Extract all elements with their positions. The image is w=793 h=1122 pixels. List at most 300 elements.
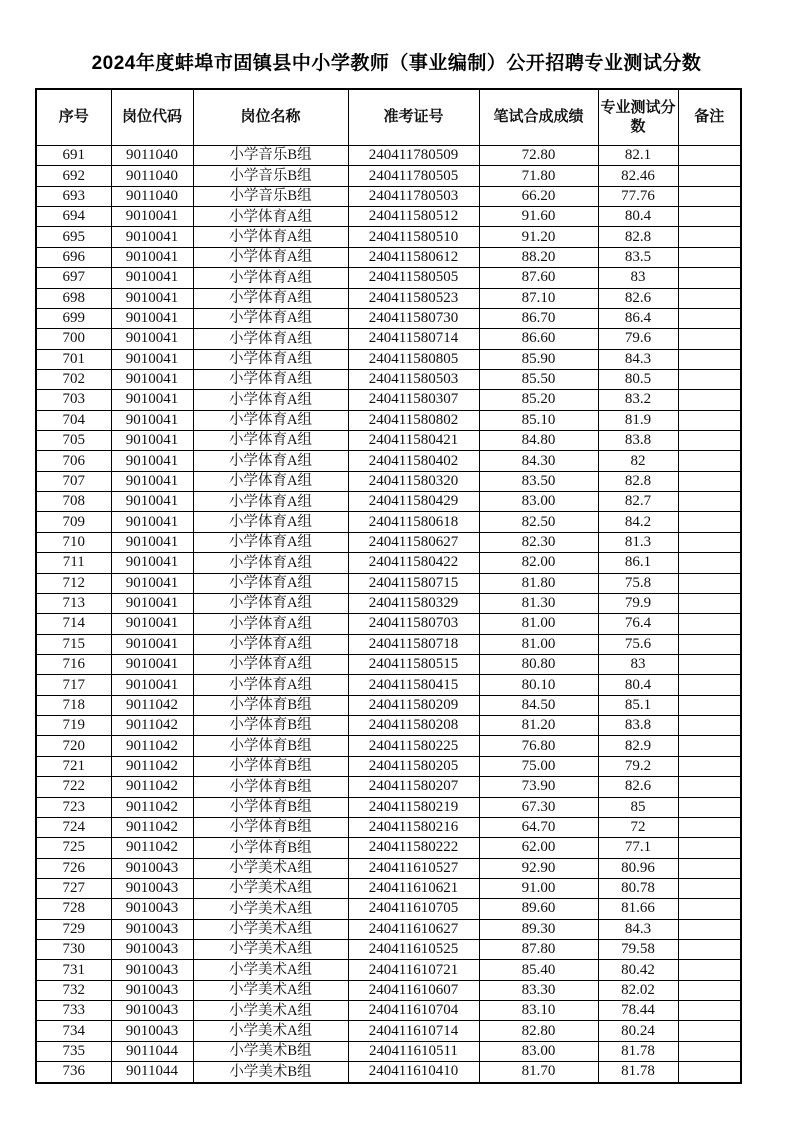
cell-test-score: 79.9 <box>598 593 678 613</box>
cell-ticket-no: 240411580320 <box>348 471 479 491</box>
cell-test-score: 79.6 <box>598 329 678 349</box>
cell-seq: 724 <box>36 817 111 837</box>
cell-test-score: 82.8 <box>598 227 678 247</box>
cell-seq: 706 <box>36 451 111 471</box>
cell-test-score: 82.9 <box>598 736 678 756</box>
cell-ticket-no: 240411610410 <box>348 1062 479 1083</box>
cell-job-code: 9010043 <box>111 878 193 898</box>
cell-remark <box>678 634 741 654</box>
cell-seq: 708 <box>36 492 111 512</box>
cell-job-name: 小学美术A组 <box>193 940 348 960</box>
cell-job-name: 小学体育B组 <box>193 797 348 817</box>
cell-job-code: 9010043 <box>111 960 193 980</box>
cell-job-name: 小学体育A组 <box>193 410 348 430</box>
cell-seq: 715 <box>36 634 111 654</box>
cell-seq: 694 <box>36 207 111 227</box>
cell-remark <box>678 410 741 430</box>
table-row <box>36 268 741 288</box>
table-row <box>36 716 741 736</box>
cell-job-name: 小学美术A组 <box>193 858 348 878</box>
cell-seq: 736 <box>36 1062 111 1083</box>
cell-test-score: 86.1 <box>598 553 678 573</box>
cell-remark <box>678 940 741 960</box>
table-row <box>36 858 741 878</box>
cell-ticket-no: 240411580714 <box>348 329 479 349</box>
cell-written-score: 82.80 <box>479 1021 598 1041</box>
cell-job-name: 小学体育A组 <box>193 532 348 552</box>
cell-job-code: 9011042 <box>111 797 193 817</box>
cell-written-score: 82.30 <box>479 532 598 552</box>
cell-written-score: 92.90 <box>479 858 598 878</box>
cell-job-code: 9011040 <box>111 186 193 206</box>
table-row <box>36 1021 741 1041</box>
cell-seq: 718 <box>36 695 111 715</box>
cell-test-score: 83.5 <box>598 247 678 267</box>
cell-job-code: 9010041 <box>111 268 193 288</box>
cell-test-score: 81.66 <box>598 899 678 919</box>
cell-remark <box>678 980 741 1000</box>
cell-seq: 697 <box>36 268 111 288</box>
cell-written-score: 84.80 <box>479 431 598 451</box>
table-row <box>36 349 741 369</box>
table-row <box>36 146 741 166</box>
cell-remark <box>678 329 741 349</box>
cell-remark <box>678 349 741 369</box>
cell-job-name: 小学美术B组 <box>193 1041 348 1061</box>
cell-job-code: 9011042 <box>111 838 193 858</box>
cell-job-name: 小学体育A组 <box>193 573 348 593</box>
cell-remark <box>678 492 741 512</box>
cell-seq: 692 <box>36 166 111 186</box>
cell-test-score: 72 <box>598 817 678 837</box>
cell-job-code: 9010043 <box>111 1021 193 1041</box>
cell-written-score: 91.00 <box>479 878 598 898</box>
cell-job-name: 小学体育A组 <box>193 369 348 389</box>
cell-job-code: 9010041 <box>111 553 193 573</box>
cell-ticket-no: 240411780505 <box>348 166 479 186</box>
table-row <box>36 166 741 186</box>
cell-job-name: 小学体育A组 <box>193 451 348 471</box>
cell-ticket-no: 240411580512 <box>348 207 479 227</box>
cell-remark <box>678 227 741 247</box>
cell-ticket-no: 240411610621 <box>348 878 479 898</box>
cell-written-score: 81.00 <box>479 614 598 634</box>
cell-test-score: 79.58 <box>598 940 678 960</box>
cell-written-score: 76.80 <box>479 736 598 756</box>
cell-written-score: 66.20 <box>479 186 598 206</box>
cell-seq: 696 <box>36 247 111 267</box>
cell-job-name: 小学体育B组 <box>193 777 348 797</box>
cell-written-score: 82.00 <box>479 553 598 573</box>
table-row <box>36 838 741 858</box>
cell-written-score: 84.30 <box>479 451 598 471</box>
cell-test-score: 84.3 <box>598 349 678 369</box>
table-row <box>36 756 741 776</box>
cell-job-code: 9010041 <box>111 471 193 491</box>
cell-job-code: 9010041 <box>111 451 193 471</box>
cell-job-name: 小学体育B组 <box>193 736 348 756</box>
table-header <box>36 89 741 146</box>
cell-ticket-no: 240411580222 <box>348 838 479 858</box>
table-row <box>36 532 741 552</box>
cell-job-name: 小学体育A组 <box>193 207 348 227</box>
column-header-ticket-no: 准考证号 <box>348 89 479 146</box>
cell-written-score: 88.20 <box>479 247 598 267</box>
cell-test-score: 80.4 <box>598 207 678 227</box>
cell-ticket-no: 240411610705 <box>348 899 479 919</box>
cell-job-code: 9010041 <box>111 207 193 227</box>
column-header-test-score: 专业测试分数 <box>598 89 678 146</box>
cell-written-score: 87.10 <box>479 288 598 308</box>
cell-remark <box>678 268 741 288</box>
cell-seq: 703 <box>36 390 111 410</box>
column-header-job-code: 岗位代码 <box>111 89 193 146</box>
cell-written-score: 83.00 <box>479 1041 598 1061</box>
cell-seq: 695 <box>36 227 111 247</box>
cell-job-name: 小学体育A组 <box>193 471 348 491</box>
cell-test-score: 84.3 <box>598 919 678 939</box>
cell-remark <box>678 1062 741 1083</box>
cell-job-code: 9010041 <box>111 431 193 451</box>
cell-remark <box>678 1021 741 1041</box>
cell-job-code: 9010043 <box>111 940 193 960</box>
cell-remark <box>678 471 741 491</box>
cell-ticket-no: 240411580627 <box>348 532 479 552</box>
cell-ticket-no: 240411580402 <box>348 451 479 471</box>
cell-written-score: 85.10 <box>479 410 598 430</box>
column-header-seq: 序号 <box>36 89 111 146</box>
cell-ticket-no: 240411580307 <box>348 390 479 410</box>
cell-seq: 733 <box>36 1001 111 1021</box>
cell-remark <box>678 593 741 613</box>
cell-test-score: 80.42 <box>598 960 678 980</box>
cell-remark <box>678 532 741 552</box>
cell-remark <box>678 736 741 756</box>
column-header-job-name: 岗位名称 <box>193 89 348 146</box>
cell-job-code: 9011042 <box>111 695 193 715</box>
cell-job-name: 小学体育A组 <box>193 634 348 654</box>
table-row <box>36 288 741 308</box>
cell-seq: 700 <box>36 329 111 349</box>
cell-test-score: 80.24 <box>598 1021 678 1041</box>
cell-job-code: 9011044 <box>111 1041 193 1061</box>
cell-written-score: 83.30 <box>479 980 598 1000</box>
table-row <box>36 634 741 654</box>
cell-remark <box>678 919 741 939</box>
cell-written-score: 85.40 <box>479 960 598 980</box>
cell-job-code: 9011040 <box>111 146 193 166</box>
cell-job-code: 9011040 <box>111 166 193 186</box>
cell-test-score: 82.7 <box>598 492 678 512</box>
cell-written-score: 87.80 <box>479 940 598 960</box>
cell-seq: 698 <box>36 288 111 308</box>
cell-written-score: 81.70 <box>479 1062 598 1083</box>
cell-ticket-no: 240411580219 <box>348 797 479 817</box>
cell-test-score: 81.78 <box>598 1062 678 1083</box>
cell-ticket-no: 240411580415 <box>348 675 479 695</box>
cell-job-name: 小学体育B组 <box>193 838 348 858</box>
cell-ticket-no: 240411580703 <box>348 614 479 634</box>
cell-test-score: 75.6 <box>598 634 678 654</box>
cell-remark <box>678 308 741 328</box>
cell-ticket-no: 240411610511 <box>348 1041 479 1061</box>
cell-job-name: 小学音乐B组 <box>193 186 348 206</box>
cell-remark <box>678 695 741 715</box>
cell-remark <box>678 146 741 166</box>
cell-seq: 717 <box>36 675 111 695</box>
cell-seq: 730 <box>36 940 111 960</box>
cell-test-score: 81.3 <box>598 532 678 552</box>
cell-job-name: 小学体育A组 <box>193 675 348 695</box>
cell-ticket-no: 240411580429 <box>348 492 479 512</box>
table-row <box>36 329 741 349</box>
cell-job-name: 小学体育A组 <box>193 329 348 349</box>
cell-seq: 731 <box>36 960 111 980</box>
cell-seq: 723 <box>36 797 111 817</box>
cell-job-code: 9011042 <box>111 716 193 736</box>
cell-ticket-no: 240411780509 <box>348 146 479 166</box>
cell-remark <box>678 716 741 736</box>
cell-remark <box>678 512 741 532</box>
cell-seq: 709 <box>36 512 111 532</box>
cell-job-name: 小学音乐B组 <box>193 146 348 166</box>
cell-written-score: 85.50 <box>479 369 598 389</box>
cell-seq: 702 <box>36 369 111 389</box>
cell-job-code: 9010041 <box>111 593 193 613</box>
cell-test-score: 77.76 <box>598 186 678 206</box>
cell-seq: 714 <box>36 614 111 634</box>
cell-job-name: 小学体育B组 <box>193 756 348 776</box>
cell-test-score: 80.78 <box>598 878 678 898</box>
cell-test-score: 82.6 <box>598 777 678 797</box>
cell-ticket-no: 240411610527 <box>348 858 479 878</box>
table-row <box>36 695 741 715</box>
cell-seq: 735 <box>36 1041 111 1061</box>
cell-job-code: 9010041 <box>111 492 193 512</box>
cell-ticket-no: 240411580421 <box>348 431 479 451</box>
cell-ticket-no: 240411580503 <box>348 369 479 389</box>
cell-seq: 725 <box>36 838 111 858</box>
cell-job-code: 9010041 <box>111 369 193 389</box>
cell-written-score: 71.80 <box>479 166 598 186</box>
table-row <box>36 207 741 227</box>
cell-test-score: 80.4 <box>598 675 678 695</box>
cell-seq: 721 <box>36 756 111 776</box>
cell-remark <box>678 573 741 593</box>
cell-ticket-no: 240411580802 <box>348 410 479 430</box>
cell-remark <box>678 288 741 308</box>
cell-written-score: 84.50 <box>479 695 598 715</box>
cell-job-name: 小学体育A组 <box>193 247 348 267</box>
cell-written-score: 86.70 <box>479 308 598 328</box>
cell-ticket-no: 240411610607 <box>348 980 479 1000</box>
cell-seq: 720 <box>36 736 111 756</box>
cell-job-code: 9010041 <box>111 654 193 674</box>
cell-written-score: 81.20 <box>479 716 598 736</box>
table-row <box>36 573 741 593</box>
cell-job-name: 小学体育A组 <box>193 553 348 573</box>
table-row <box>36 899 741 919</box>
table-row <box>36 654 741 674</box>
cell-job-name: 小学体育B组 <box>193 716 348 736</box>
cell-test-score: 84.2 <box>598 512 678 532</box>
cell-seq: 716 <box>36 654 111 674</box>
column-header-remark: 备注 <box>678 89 741 146</box>
cell-ticket-no: 240411580209 <box>348 695 479 715</box>
cell-ticket-no: 240411580422 <box>348 553 479 573</box>
cell-test-score: 77.1 <box>598 838 678 858</box>
cell-job-code: 9010041 <box>111 390 193 410</box>
cell-job-name: 小学体育A组 <box>193 227 348 247</box>
table-row <box>36 1062 741 1083</box>
table-row <box>36 960 741 980</box>
cell-job-code: 9010041 <box>111 634 193 654</box>
cell-written-score: 75.00 <box>479 756 598 776</box>
cell-written-score: 91.60 <box>479 207 598 227</box>
cell-job-code: 9010041 <box>111 329 193 349</box>
cell-remark <box>678 166 741 186</box>
cell-test-score: 80.5 <box>598 369 678 389</box>
cell-written-score: 81.80 <box>479 573 598 593</box>
table-header-row <box>36 89 741 146</box>
cell-job-code: 9011042 <box>111 736 193 756</box>
table-row <box>36 1001 741 1021</box>
cell-ticket-no: 240411610704 <box>348 1001 479 1021</box>
cell-job-name: 小学美术B组 <box>193 1062 348 1083</box>
table-row <box>36 471 741 491</box>
table-row <box>36 593 741 613</box>
column-header-written-score: 笔试合成成绩 <box>479 89 598 146</box>
cell-job-code: 9010043 <box>111 899 193 919</box>
cell-job-code: 9011042 <box>111 777 193 797</box>
cell-job-name: 小学音乐B组 <box>193 166 348 186</box>
cell-job-code: 9011044 <box>111 1062 193 1083</box>
cell-job-code: 9010041 <box>111 614 193 634</box>
table-row <box>36 512 741 532</box>
cell-remark <box>678 207 741 227</box>
cell-ticket-no: 240411580329 <box>348 593 479 613</box>
cell-seq: 728 <box>36 899 111 919</box>
table-row <box>36 308 741 328</box>
cell-test-score: 80.96 <box>598 858 678 878</box>
cell-seq: 727 <box>36 878 111 898</box>
cell-job-code: 9010041 <box>111 410 193 430</box>
cell-job-code: 9010041 <box>111 227 193 247</box>
cell-written-score: 72.80 <box>479 146 598 166</box>
cell-written-score: 87.60 <box>479 268 598 288</box>
cell-written-score: 85.20 <box>479 390 598 410</box>
cell-ticket-no: 240411610627 <box>348 919 479 939</box>
cell-ticket-no: 240411580715 <box>348 573 479 593</box>
cell-remark <box>678 756 741 776</box>
cell-remark <box>678 614 741 634</box>
cell-job-code: 9010043 <box>111 980 193 1000</box>
cell-written-score: 89.60 <box>479 899 598 919</box>
cell-job-code: 9010041 <box>111 288 193 308</box>
table-row <box>36 1041 741 1061</box>
cell-test-score: 85.1 <box>598 695 678 715</box>
cell-ticket-no: 240411610721 <box>348 960 479 980</box>
cell-written-score: 80.10 <box>479 675 598 695</box>
cell-ticket-no: 240411580205 <box>348 756 479 776</box>
cell-ticket-no: 240411610714 <box>348 1021 479 1041</box>
cell-job-code: 9010041 <box>111 532 193 552</box>
cell-written-score: 86.60 <box>479 329 598 349</box>
cell-remark <box>678 777 741 797</box>
table-row <box>36 940 741 960</box>
table-row <box>36 878 741 898</box>
cell-ticket-no: 240411580515 <box>348 654 479 674</box>
cell-job-name: 小学美术A组 <box>193 960 348 980</box>
cell-ticket-no: 240411580505 <box>348 268 479 288</box>
cell-job-name: 小学美术A组 <box>193 980 348 1000</box>
cell-remark <box>678 675 741 695</box>
cell-remark <box>678 797 741 817</box>
cell-remark <box>678 654 741 674</box>
cell-job-code: 9010043 <box>111 858 193 878</box>
cell-test-score: 83.2 <box>598 390 678 410</box>
cell-job-name: 小学体育A组 <box>193 431 348 451</box>
cell-written-score: 80.80 <box>479 654 598 674</box>
cell-written-score: 64.70 <box>479 817 598 837</box>
cell-job-code: 9011042 <box>111 817 193 837</box>
cell-seq: 722 <box>36 777 111 797</box>
cell-test-score: 83.8 <box>598 431 678 451</box>
cell-ticket-no: 240411580618 <box>348 512 479 532</box>
cell-remark <box>678 553 741 573</box>
cell-test-score: 83 <box>598 268 678 288</box>
table-row <box>36 369 741 389</box>
cell-test-score: 82.1 <box>598 146 678 166</box>
cell-test-score: 81.9 <box>598 410 678 430</box>
cell-test-score: 75.8 <box>598 573 678 593</box>
cell-job-name: 小学体育A组 <box>193 492 348 512</box>
cell-job-name: 小学体育A组 <box>193 614 348 634</box>
cell-remark <box>678 369 741 389</box>
cell-written-score: 81.30 <box>479 593 598 613</box>
table-row <box>36 980 741 1000</box>
cell-written-score: 91.20 <box>479 227 598 247</box>
table-row <box>36 390 741 410</box>
cell-job-code: 9010043 <box>111 919 193 939</box>
cell-seq: 691 <box>36 146 111 166</box>
cell-job-name: 小学体育A组 <box>193 593 348 613</box>
cell-job-name: 小学体育B组 <box>193 817 348 837</box>
cell-remark <box>678 858 741 878</box>
cell-ticket-no: 240411580225 <box>348 736 479 756</box>
table-row <box>36 736 741 756</box>
cell-remark <box>678 960 741 980</box>
cell-remark <box>678 431 741 451</box>
cell-job-name: 小学美术A组 <box>193 1001 348 1021</box>
cell-test-score: 82.8 <box>598 471 678 491</box>
table-row <box>36 186 741 206</box>
cell-seq: 707 <box>36 471 111 491</box>
table-row <box>36 492 741 512</box>
table-row <box>36 817 741 837</box>
cell-seq: 729 <box>36 919 111 939</box>
cell-job-name: 小学体育A组 <box>193 654 348 674</box>
cell-remark <box>678 451 741 471</box>
table-row <box>36 410 741 430</box>
cell-job-name: 小学美术A组 <box>193 899 348 919</box>
table-row <box>36 614 741 634</box>
cell-ticket-no: 240411610525 <box>348 940 479 960</box>
table-row <box>36 919 741 939</box>
cell-written-score: 67.30 <box>479 797 598 817</box>
table-row <box>36 227 741 247</box>
cell-ticket-no: 240411580805 <box>348 349 479 369</box>
